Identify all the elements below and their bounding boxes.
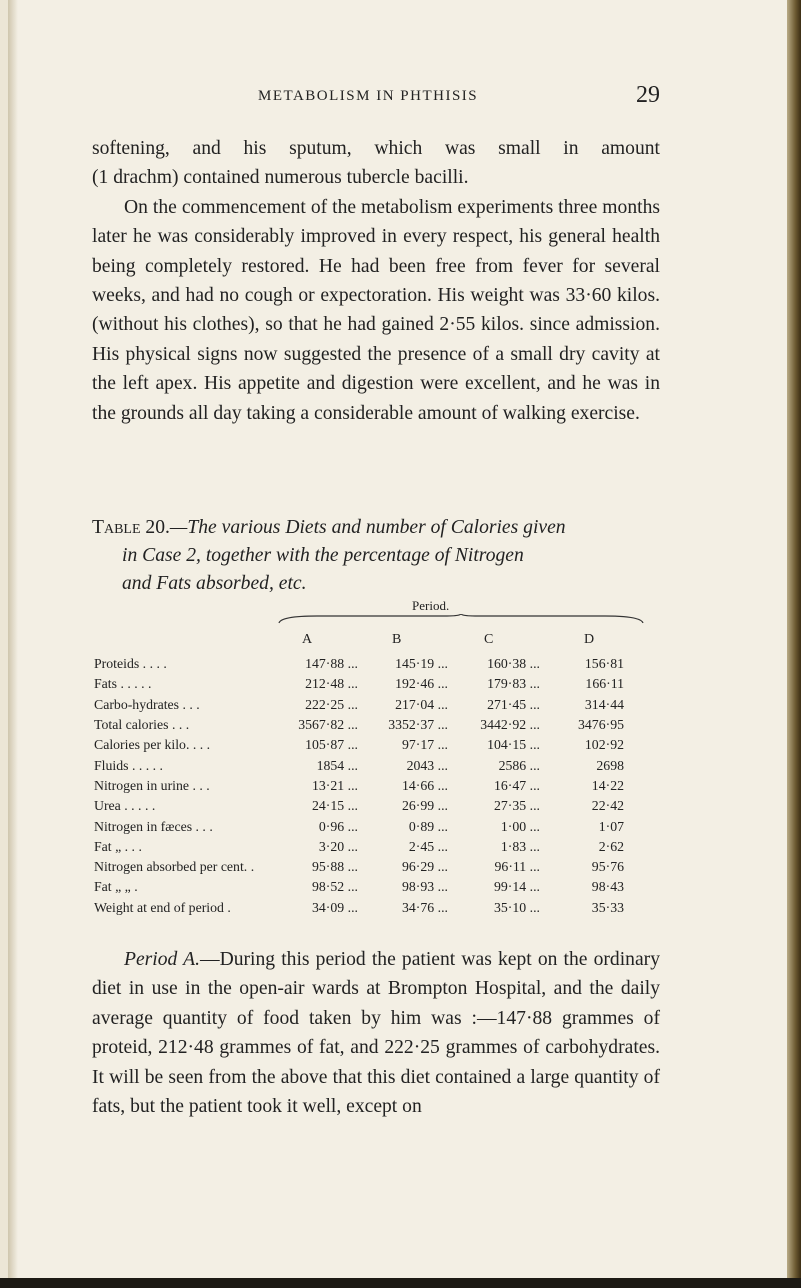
cell-period-a: 1854 ... (316, 757, 358, 773)
intro-paragraph-2: On the commencement of the metabolism experiments three months later he was considerably improved in every respect, his general health being completely restored. He had been free from fever for several weeks, and had no cough or expectoration. His weight was 33·60 kilos. (without his clothes), so that he had gained 2·55 kilos. since admission. His physical signs now suggested the presence of a small dry cavity at the left apex. His appetite and digestion were excellent, and he was in the grounds all day taking a considerable amount of walking exercise. (92, 196, 660, 424)
cell-period-b: 3352·37 ... (388, 717, 448, 733)
page-gutter-shade (8, 0, 18, 1288)
cell-period-a: 222·25 ... (305, 696, 358, 712)
cell-period-d: 2·62 (598, 838, 624, 854)
table-row (94, 735, 624, 755)
cell-period-a: 3·20 ... (318, 838, 358, 854)
table-row (94, 654, 624, 674)
caption-line-2: in Case 2, together with the percentage of Nitrogen (122, 545, 524, 566)
cell-period-c: 35·10 ... (494, 899, 540, 915)
cell-period-b: 2·45 ... (408, 838, 448, 854)
table-row (94, 816, 624, 836)
cell-period-b: 26·99 ... (402, 798, 448, 814)
cell-period-b: 2043 ... (406, 757, 448, 773)
cell-period-d: 2698 (596, 757, 624, 773)
cell-period-d: 166·11 (585, 676, 624, 692)
row-label: Calories per kilo. . . . (94, 737, 211, 753)
column-header-b: B (392, 632, 402, 647)
cell-period-c: 1·83 ... (500, 838, 540, 854)
cell-period-c: 160·38 ... (487, 656, 540, 672)
column-header-c: C (484, 632, 494, 647)
table-row (94, 776, 624, 796)
cell-period-b: 0·89 ... (408, 818, 448, 834)
cell-period-d: 98·43 (591, 879, 624, 895)
cell-period-d: 3476·95 (578, 717, 624, 733)
cell-period-b: 34·76 ... (402, 899, 448, 915)
table-row (94, 898, 624, 918)
table-label: Table 20. (92, 517, 170, 538)
cell-period-c: 2586 ... (498, 757, 540, 773)
bottom-edge (0, 1278, 801, 1288)
table-caption (92, 514, 672, 598)
cell-period-c: 104·15 ... (487, 737, 540, 753)
intro-line-1: softening, and his sputum, which was small in amount (92, 138, 660, 159)
table-row (94, 857, 624, 877)
row-label: Fluids . . . . . (94, 757, 163, 773)
row-label: Weight at end of period . (94, 899, 231, 915)
cell-period-a: 105·87 ... (305, 737, 358, 753)
row-label: Urea . . . . . (94, 798, 156, 814)
cell-period-d: 102·92 (584, 737, 624, 753)
cell-period-a: 13·21 ... (312, 777, 358, 793)
cell-period-a: 98·52 ... (312, 879, 358, 895)
cell-period-a: 3567·82 ... (298, 717, 358, 733)
cell-period-a: 147·88 ... (305, 656, 358, 672)
book-spine-edge (787, 0, 801, 1288)
cell-period-b: 97·17 ... (402, 737, 448, 753)
page-number: 29 (636, 82, 660, 108)
row-label: Fat „ „ . (94, 879, 138, 895)
column-header-d: D (584, 632, 595, 647)
cell-period-b: 145·19 ... (395, 656, 448, 672)
cell-period-c: 16·47 ... (494, 777, 540, 793)
row-label: Total calories . . . (94, 717, 190, 733)
table-row (94, 877, 624, 897)
intro-text (92, 134, 660, 428)
row-label: Nitrogen in fæces . . . (94, 818, 213, 834)
cell-period-b: 14·66 ... (402, 777, 448, 793)
cell-period-d: 1·07 (598, 818, 624, 834)
cell-period-a: 212·48 ... (305, 676, 358, 692)
table-row (94, 674, 624, 694)
cell-period-d: 156·81 (584, 656, 624, 672)
cell-period-c: 96·11 ... (494, 859, 540, 875)
cell-period-c: 1·00 ... (500, 818, 540, 834)
row-label: Carbo-hydrates . . . (94, 696, 200, 712)
period-header: Period. (412, 598, 450, 613)
row-label: Nitrogen in urine . . . (94, 777, 210, 793)
row-label: Nitrogen absorbed per cent. . (94, 859, 255, 875)
cell-period-d: 314·44 (584, 696, 624, 712)
cell-period-c: 3442·92 ... (480, 717, 540, 733)
cell-period-b: 98·93 ... (402, 879, 448, 895)
cell-period-c: 99·14 ... (494, 879, 540, 895)
cell-period-d: 35·33 (591, 899, 624, 915)
period-brace (277, 614, 645, 624)
row-label: Fat „ . . . (94, 838, 142, 854)
row-label: Fats . . . . . (94, 676, 152, 692)
column-header-a: A (302, 632, 313, 647)
table-row (94, 695, 624, 715)
cell-period-b: 192·46 ... (395, 676, 448, 692)
running-head: METABOLISM IN PHTHISIS (258, 88, 479, 104)
cell-period-c: 271·45 ... (487, 696, 540, 712)
caption-line-3: and Fats absorbed, etc. (122, 573, 307, 594)
cell-period-b: 217·04 ... (395, 696, 448, 712)
table-row (94, 796, 624, 816)
cell-period-d: 95·76 (591, 859, 624, 875)
cell-period-c: 27·35 ... (494, 798, 540, 814)
cell-period-a: 24·15 ... (312, 798, 358, 814)
cell-period-a: 95·88 ... (312, 859, 358, 875)
period-a-body: —During this period the patient was kept on the ordinary diet in use in the open-air wards at Brompton Hospital, and the daily average quantity of food taken by him was :—147·88 grammes of proteid, 212·48 grammes of fat, and 222·25 grammes of carbohydrates. It will be seen from the above that this diet contained a large quantity of fats, but the patient took it well, except on (92, 949, 660, 1118)
table-row (94, 837, 624, 857)
period-a-heading: Period A. (124, 949, 200, 970)
period-a-text (92, 945, 660, 1121)
cell-period-d: 14·22 (591, 777, 624, 793)
cell-period-a: 0·96 ... (318, 818, 358, 834)
intro-line-2: (1 drachm) contained numerous tubercle bacilli. (92, 167, 469, 189)
table-row (94, 755, 624, 775)
row-label: Proteids . . . . (94, 656, 167, 672)
table-row (94, 715, 624, 735)
cell-period-a: 34·09 ... (312, 899, 358, 915)
diet-table (94, 654, 624, 918)
cell-period-b: 96·29 ... (402, 859, 448, 875)
cell-period-d: 22·42 (591, 798, 624, 814)
cell-period-c: 179·83 ... (487, 676, 540, 692)
caption-line-1: —The various Diets and number of Calories given (169, 517, 566, 538)
